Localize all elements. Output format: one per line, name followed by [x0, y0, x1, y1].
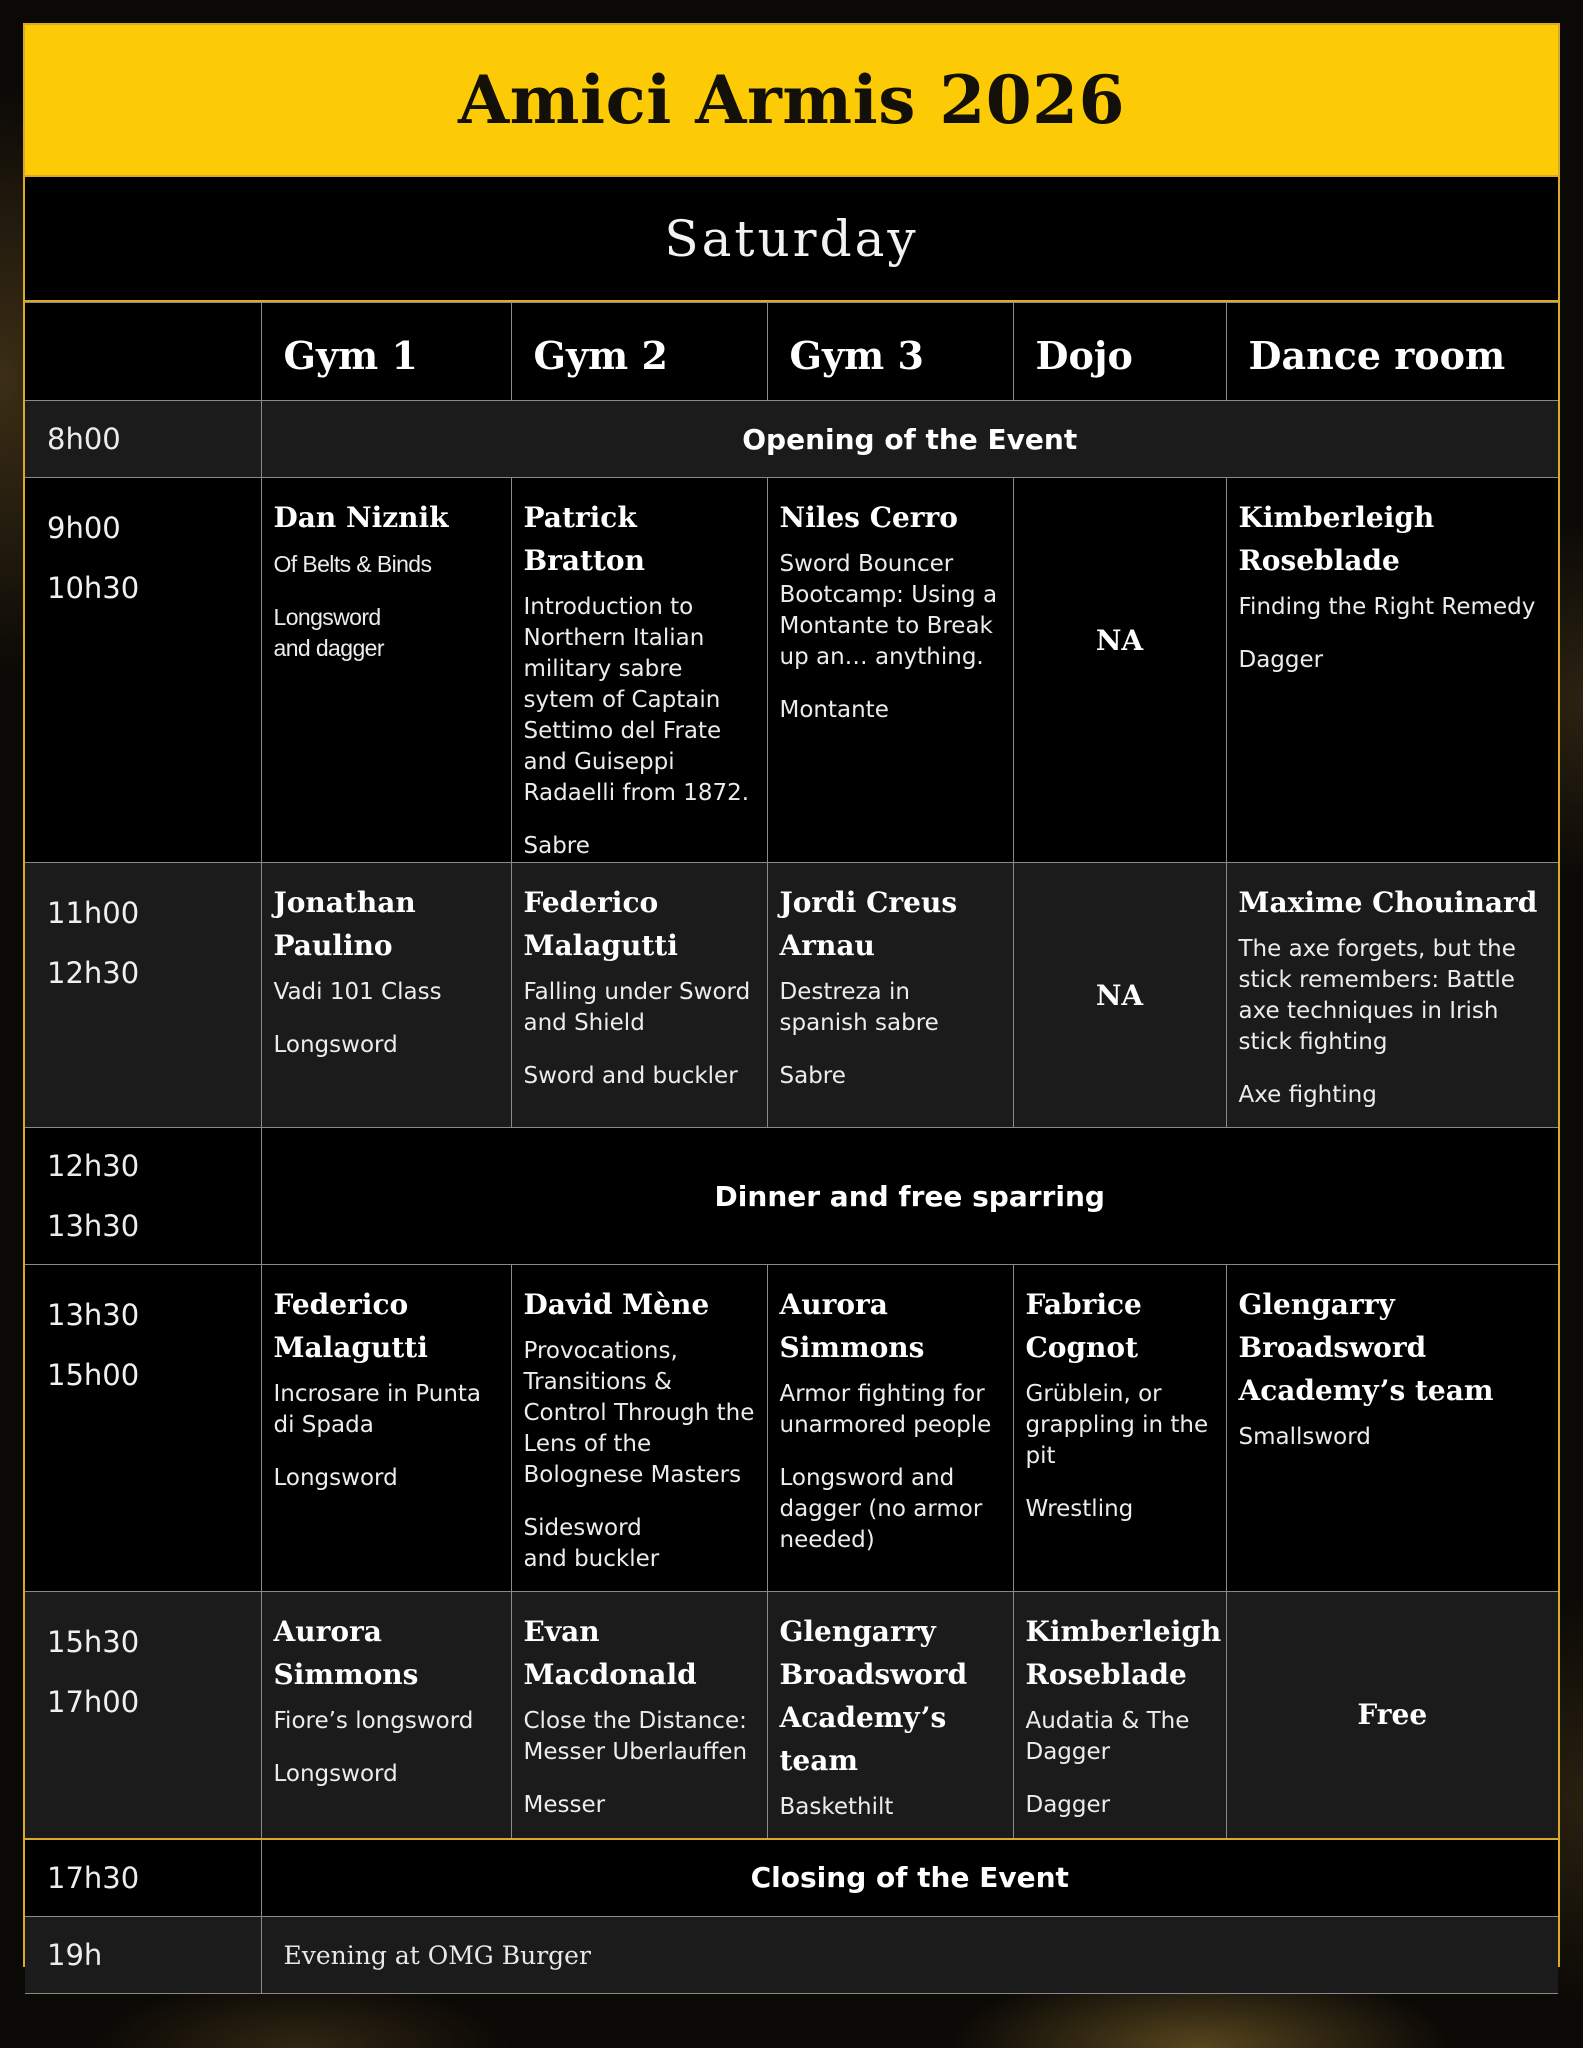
time-start: 8h00 [47, 422, 121, 456]
instructor-name: Aurora Simmons [779, 1288, 925, 1364]
instructor-name: Evan Macdonald [523, 1615, 697, 1691]
class-title: Sword Bouncer Bootcamp: Using a Montante to Break up an… anything. [779, 551, 998, 670]
instructor-name: Federico Malagutti [523, 886, 678, 962]
time-start: 17h30 [47, 1860, 140, 1895]
class-title: Close the Distance: Messer Uberlauffen [523, 1708, 748, 1765]
weapon-label: Dagger [1238, 647, 1324, 673]
weapon-label: Longsword and dagger (no armor needed) [779, 1465, 983, 1553]
instructor-name: Niles Cerro [779, 501, 958, 534]
column-header-dojo: Dojo [1013, 303, 1226, 401]
weapon-label: Sword and buckler [523, 1063, 738, 1089]
weapon-label: Sabre [523, 833, 590, 859]
class-title: Armor fighting for unarmored people [779, 1381, 992, 1438]
time-start: 12h30 [47, 1149, 140, 1183]
instructor-name: Federico Malagutti [273, 1288, 428, 1364]
time-start: 11h00 [47, 896, 140, 930]
schedule-sheet [23, 23, 1560, 1972]
class-title: Audatia & The Dagger [1025, 1708, 1190, 1765]
closing-row [25, 1839, 1558, 1917]
instructor-name: Fabrice Cognot [1025, 1288, 1142, 1364]
weapon-label: Longsword [273, 1761, 398, 1787]
time-cell [25, 401, 261, 478]
instructor-name: Kimberleigh Roseblade [1238, 501, 1435, 577]
instructor-name: Patrick Bratton [523, 501, 645, 577]
dinner-row [25, 1128, 1558, 1265]
session-dance-room [1226, 863, 1558, 1128]
schedule-table [25, 302, 1558, 1994]
class-title: Introduction to Northern Italian military sabre sytem of Captain Settimo del Frate and Guiseppi Radaelli from 1872. [523, 594, 750, 806]
session-gym1 [261, 1592, 511, 1839]
evening-label: Evening at OMG Burger [261, 1917, 1558, 1994]
time-cell [25, 863, 261, 1128]
instructor-name: Dan Niznik [273, 501, 449, 534]
dinner-label: Dinner and free sparring [261, 1128, 1558, 1265]
opening-label: Opening of the Event [261, 401, 1558, 478]
class-title: The axe forgets, but the stick remembers: Battle axe techniques in Irish stick fighting [1238, 936, 1516, 1055]
session-dojo [1013, 1592, 1226, 1839]
class-title: Grüblein, or grappling in the pit [1025, 1381, 1209, 1469]
instructor-name: Kimberleigh Roseblade [1025, 1615, 1222, 1691]
time-start: 13h30 [47, 1298, 140, 1332]
weapon-label: Wrestling [1025, 1496, 1134, 1522]
column-header-gym2: Gym 2 [511, 303, 767, 401]
weapon-label: Longsword [273, 1465, 398, 1491]
time-start: 9h00 [47, 511, 121, 545]
session-gym2 [511, 1592, 767, 1839]
weapon-label: Longsword [273, 1032, 398, 1058]
session-dojo [1013, 1265, 1226, 1592]
session-row-1 [25, 478, 1558, 863]
day-label: Saturday [664, 209, 919, 268]
class-title: Fiore’s longsword [273, 1708, 474, 1734]
instructor-name: Jonathan Paulino [273, 886, 416, 962]
class-title: Vadi 101 Class [273, 979, 442, 1005]
session-dojo-na: NA [1013, 863, 1226, 1128]
time-header [25, 303, 261, 401]
weapon-label: Longsword and dagger [273, 604, 384, 661]
weapon-label: Baskethilt [779, 1794, 894, 1820]
weapon-label: Axe fighting [1238, 1082, 1377, 1108]
session-gym2 [511, 863, 767, 1128]
column-header-gym3: Gym 3 [767, 303, 1013, 401]
time-cell [25, 1128, 261, 1265]
session-dance-room-free: Free [1226, 1592, 1558, 1839]
session-gym2 [511, 1265, 767, 1592]
instructor-name: David Mène [523, 1288, 710, 1321]
weapon-label: Dagger [1025, 1792, 1111, 1818]
event-title: Amici Armis 2026 [457, 61, 1126, 139]
time-cell [25, 1265, 261, 1592]
instructor-name: Glengarry Broadsword Academy’s team [1238, 1288, 1494, 1407]
opening-row [25, 401, 1558, 478]
instructor-name: Maxime Chouinard [1238, 886, 1538, 919]
time-end: 10h30 [47, 571, 140, 605]
instructor-name: Jordi Creus Arnau [779, 886, 958, 962]
class-title: Finding the Right Remedy [1238, 594, 1536, 620]
time-cell [25, 1917, 261, 1994]
class-title: Destreza in spanish sabre [779, 979, 939, 1036]
column-header-dance-room: Dance room [1226, 303, 1558, 401]
session-row-4 [25, 1592, 1558, 1839]
weapon-label: Montante [779, 697, 889, 723]
closing-label: Closing of the Event [261, 1839, 1558, 1917]
time-start: 15h30 [47, 1625, 140, 1659]
session-gym2 [511, 478, 767, 863]
column-header-gym1: Gym 1 [261, 303, 511, 401]
session-gym3 [767, 1592, 1013, 1839]
weapon-label: Smallsword [1238, 1424, 1371, 1450]
session-gym3 [767, 863, 1013, 1128]
time-end: 15h00 [47, 1358, 140, 1392]
session-gym1 [261, 1265, 511, 1592]
instructor-name: Aurora Simmons [273, 1615, 419, 1691]
weapon-label: Sidesword and buckler [523, 1515, 660, 1572]
time-start: 19h [47, 1938, 103, 1972]
class-title: Incrosare in Punta di Spada [273, 1381, 482, 1438]
session-dance-room [1226, 478, 1558, 863]
time-cell [25, 1839, 261, 1917]
class-title: Of Belts & Binds [273, 551, 432, 577]
session-gym3 [767, 1265, 1013, 1592]
title-banner [25, 25, 1558, 177]
time-end: 13h30 [47, 1209, 140, 1243]
session-dance-room [1226, 1265, 1558, 1592]
column-header-row [25, 303, 1558, 401]
time-end: 17h00 [47, 1685, 140, 1719]
weapon-label: Messer [523, 1792, 606, 1818]
weapon-label: Sabre [779, 1063, 846, 1089]
instructor-name: Glengarry Broadsword Academy’s team [779, 1615, 968, 1777]
time-cell [25, 1592, 261, 1839]
session-gym1 [261, 863, 511, 1128]
day-header [25, 177, 1558, 302]
session-row-3 [25, 1265, 1558, 1592]
time-cell [25, 478, 261, 863]
session-gym3 [767, 478, 1013, 863]
session-row-2 [25, 863, 1558, 1128]
session-dojo-na: NA [1013, 478, 1226, 863]
evening-row [25, 1917, 1558, 1994]
class-title: Falling under Sword and Shield [523, 979, 751, 1036]
time-end: 12h30 [47, 956, 140, 990]
session-gym1 [261, 478, 511, 863]
class-title: Provocations, Transitions & Control Through the Lens of the Bolognese Masters [523, 1338, 755, 1488]
